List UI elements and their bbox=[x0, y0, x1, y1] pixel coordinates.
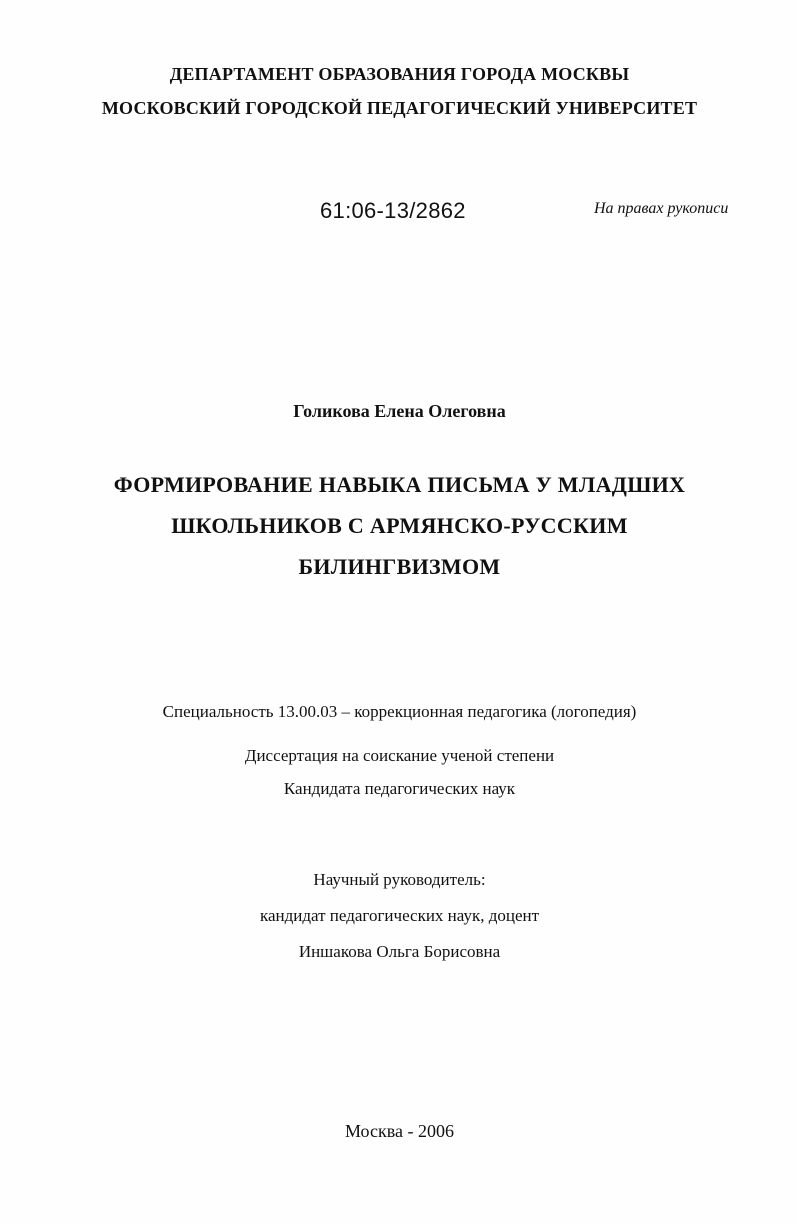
title-line-1: ФОРМИРОВАНИЕ НАВЫКА ПИСЬМА У МЛАДШИХ bbox=[113, 472, 686, 497]
supervisor-label: Научный руководитель: bbox=[313, 870, 486, 889]
supervisor-name: Иншакова Ольга Борисовна bbox=[298, 942, 501, 961]
catalog-code: 61:06-13/2862 bbox=[320, 198, 466, 223]
rights-note: На правах рукописи bbox=[594, 200, 729, 217]
header-university: МОСКОВСКИЙ ГОРОДСКОЙ ПЕДАГОГИЧЕСКИЙ УНИВЕРСИТЕТ bbox=[101, 98, 698, 118]
place-and-year: Москва - 2006 bbox=[345, 1121, 454, 1141]
supervisor-credentials: кандидат педагогических наук, доцент bbox=[259, 906, 540, 925]
header-department: ДЕПАРТАМЕНТ ОБРАЗОВАНИЯ ГОРОДА МОСКВЫ bbox=[169, 64, 630, 84]
title-line-2: ШКОЛЬНИКОВ С АРМЯНСКО-РУССКИМ bbox=[171, 513, 628, 538]
degree-line-1: Диссертация на соискание ученой степени bbox=[244, 746, 555, 765]
degree-line-2: Кандидата педагогических наук bbox=[283, 779, 516, 798]
title-line-3: БИЛИНГВИЗМОМ bbox=[298, 554, 501, 579]
specialty: Специальность 13.00.03 – коррекционная педагогика (логопедия) bbox=[162, 702, 637, 721]
author-name: Голикова Елена Олеговна bbox=[293, 401, 506, 421]
